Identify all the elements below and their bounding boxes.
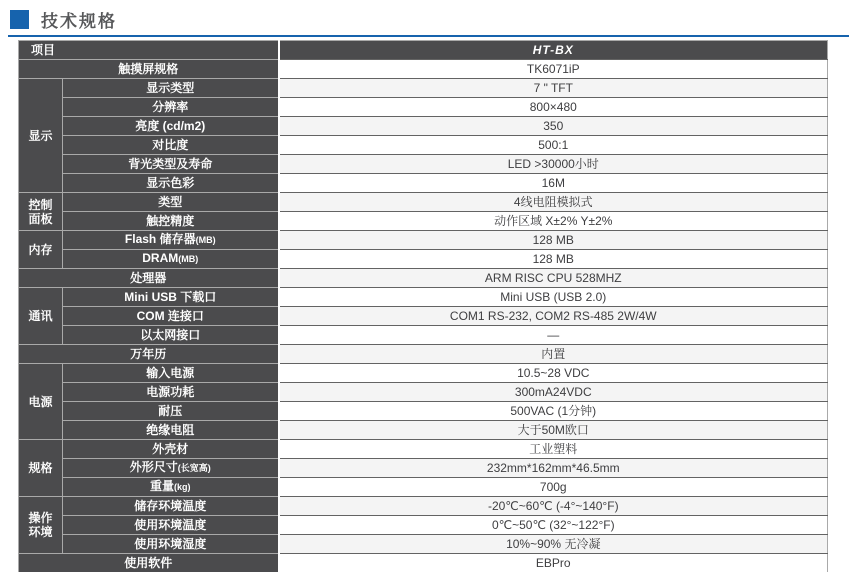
row-label: 显示类型 xyxy=(63,79,279,98)
table-row xyxy=(19,250,828,269)
row-value: 16M xyxy=(279,174,828,193)
table-row xyxy=(19,117,828,136)
table-row xyxy=(19,478,828,497)
row-value: 动作区域 X±2% Y±2% xyxy=(279,212,828,231)
table-row xyxy=(19,364,828,383)
row-value: 工业塑料 xyxy=(279,440,828,459)
row-value: 300mA24VDC xyxy=(279,383,828,402)
row-value: 内置 xyxy=(279,345,828,364)
table-row xyxy=(19,497,828,516)
row-value: 128 MB xyxy=(279,250,828,269)
row-label: Mini USB 下载口 xyxy=(63,288,279,307)
row-label: 处理器 xyxy=(19,269,279,288)
row-value: 7 " TFT xyxy=(279,79,828,98)
title-square-icon xyxy=(10,10,29,29)
group-label-spec: 规格 xyxy=(19,440,63,497)
table-row xyxy=(19,516,828,535)
table-row xyxy=(19,402,828,421)
group-label-environment: 操作环境 xyxy=(19,497,63,554)
table-row xyxy=(19,155,828,174)
row-value: 500VAC (1分钟) xyxy=(279,402,828,421)
row-value: EBPro xyxy=(279,554,828,572)
table-row xyxy=(19,136,828,155)
group-label-communication: 通讯 xyxy=(19,288,63,345)
table-row xyxy=(19,269,828,288)
row-label: 电源功耗 xyxy=(63,383,279,402)
row-value: 128 MB xyxy=(279,231,828,250)
row-label: 使用环境湿度 xyxy=(63,535,279,554)
page-title: 技术规格 xyxy=(41,12,117,31)
row-label: 类型 xyxy=(63,193,279,212)
row-value: -20℃~60℃ (-4°~140°F) xyxy=(279,497,828,516)
row-label: 对比度 xyxy=(63,136,279,155)
row-value: LED >30000小时 xyxy=(279,155,828,174)
row-value: — xyxy=(279,326,828,345)
row-label: 以太网接口 xyxy=(63,326,279,345)
spec-table xyxy=(18,40,828,572)
group-label-control-panel: 控制面板 xyxy=(19,193,63,231)
table-row xyxy=(19,535,828,554)
row-label: 分辨率 xyxy=(63,98,279,117)
row-label: 外壳材 xyxy=(63,440,279,459)
column-header-product: HT-BX xyxy=(279,41,828,60)
title-underline xyxy=(8,35,849,37)
group-label-display: 显示 xyxy=(19,79,63,193)
row-value: 350 xyxy=(279,117,828,136)
row-label: 储存环境温度 xyxy=(63,497,279,516)
row-label: 显示色彩 xyxy=(63,174,279,193)
row-value: 10.5~28 VDC xyxy=(279,364,828,383)
row-label: 亮度 (cd/m2) xyxy=(63,117,279,136)
row-value: COM1 RS-232, COM2 RS-485 2W/4W xyxy=(279,307,828,326)
row-value: 10%~90% 无冷凝 xyxy=(279,535,828,554)
table-row xyxy=(19,307,828,326)
row-label: 输入电源 xyxy=(63,364,279,383)
row-label: 使用环境温度 xyxy=(63,516,279,535)
table-row xyxy=(19,459,828,478)
page-header xyxy=(0,0,857,37)
row-value: 800×480 xyxy=(279,98,828,117)
table-row xyxy=(19,98,828,117)
row-value: ARM RISC CPU 528MHZ xyxy=(279,269,828,288)
row-label: 外形尺寸(长宽高) xyxy=(63,459,279,478)
row-label: 重量(kg) xyxy=(63,478,279,497)
row-label: 触摸屏规格 xyxy=(19,60,279,79)
row-label: Flash 储存器(MB) xyxy=(63,231,279,250)
column-header-item: 项目 xyxy=(19,41,279,60)
row-label: DRAM(MB) xyxy=(63,250,279,269)
row-value: 4线电阻模拟式 xyxy=(279,193,828,212)
table-row xyxy=(19,554,828,572)
group-label-memory: 内存 xyxy=(19,231,63,269)
table-row xyxy=(19,60,828,79)
row-value: 0℃~50℃ (32°~122°F) xyxy=(279,516,828,535)
row-value: 500:1 xyxy=(279,136,828,155)
table-row xyxy=(19,193,828,212)
row-value: TK6071iP xyxy=(279,60,828,79)
row-label: 耐压 xyxy=(63,402,279,421)
row-value: 700g xyxy=(279,478,828,497)
table-row xyxy=(19,383,828,402)
table-row xyxy=(19,421,828,440)
row-label: 绝缘电阻 xyxy=(63,421,279,440)
row-label: 使用软件 xyxy=(19,554,279,572)
table-row xyxy=(19,288,828,307)
table-row xyxy=(19,440,828,459)
table-row xyxy=(19,231,828,250)
row-label: COM 连接口 xyxy=(63,307,279,326)
row-label: 触控精度 xyxy=(63,212,279,231)
table-row xyxy=(19,326,828,345)
group-label-power: 电源 xyxy=(19,364,63,440)
table-row xyxy=(19,345,828,364)
row-value: 232mm*162mm*46.5mm xyxy=(279,459,828,478)
table-row xyxy=(19,212,828,231)
row-value: Mini USB (USB 2.0) xyxy=(279,288,828,307)
row-label: 万年历 xyxy=(19,345,279,364)
table-header-row xyxy=(19,41,828,60)
row-label: 背光类型及寿命 xyxy=(63,155,279,174)
table-row xyxy=(19,79,828,98)
row-value: 大于50M欧口 xyxy=(279,421,828,440)
table-row xyxy=(19,174,828,193)
